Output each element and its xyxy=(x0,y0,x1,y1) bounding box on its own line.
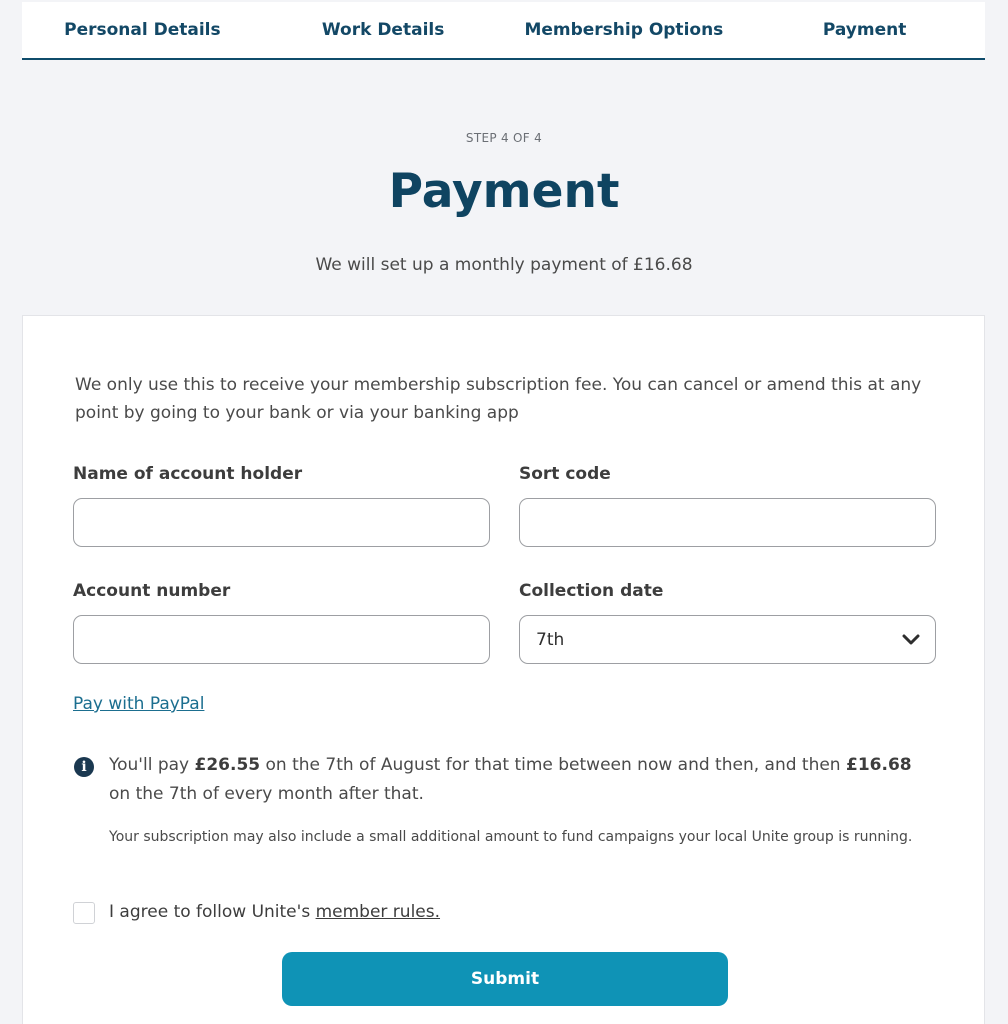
member-rules-link[interactable]: member rules. xyxy=(315,902,441,922)
step-tabs xyxy=(22,2,985,60)
monthly-payment-amount: £16.68 xyxy=(846,755,912,775)
account-number-input[interactable] xyxy=(73,615,490,664)
tab-personal-details[interactable]: Personal Details xyxy=(64,20,221,40)
page-subtitle: We will set up a monthly payment of £16.68 xyxy=(315,255,693,275)
collection-date-value: 7th xyxy=(536,629,565,650)
pay-with-paypal-link[interactable]: Pay with PayPal xyxy=(73,694,205,714)
submit-button[interactable]: Submit xyxy=(282,952,728,1006)
payment-schedule-info xyxy=(109,751,929,809)
info-text-part2: on the 7th of August for that time between now and then, and then xyxy=(260,755,846,775)
intro-text: We only use this to receive your membership subscription fee. You can cancel or amend this at any point by going to your bank or via your banking app xyxy=(75,375,922,423)
subscription-note: Your subscription may also include a small additional amount to fund campaigns your local Unite group is running. xyxy=(109,829,913,845)
collection-date-select[interactable] xyxy=(519,615,936,664)
sort-code-input[interactable] xyxy=(519,498,936,547)
chevron-down-icon xyxy=(901,633,921,647)
agree-text: I agree to follow Unite's xyxy=(109,902,316,922)
account-number-label: Account number xyxy=(73,581,231,601)
sort-code-label: Sort code xyxy=(519,464,611,484)
tab-membership-options[interactable]: Membership Options xyxy=(524,20,724,40)
info-text-part1: You'll pay xyxy=(109,755,195,775)
first-payment-amount: £26.55 xyxy=(194,755,261,775)
collection-date-label: Collection date xyxy=(519,581,664,601)
tab-payment[interactable]: Payment xyxy=(822,20,907,40)
account-holder-input[interactable] xyxy=(73,498,490,547)
page-title: Payment xyxy=(388,164,620,219)
info-icon: i xyxy=(74,757,94,777)
agree-label xyxy=(109,902,440,922)
account-holder-label: Name of account holder xyxy=(73,464,303,484)
tab-work-details[interactable]: Work Details xyxy=(321,20,445,40)
step-indicator: STEP 4 OF 4 xyxy=(465,131,543,145)
payment-form-card xyxy=(22,315,985,1024)
info-text-part3: on the 7th of every month after that. xyxy=(109,784,424,804)
agree-checkbox[interactable] xyxy=(73,902,95,924)
